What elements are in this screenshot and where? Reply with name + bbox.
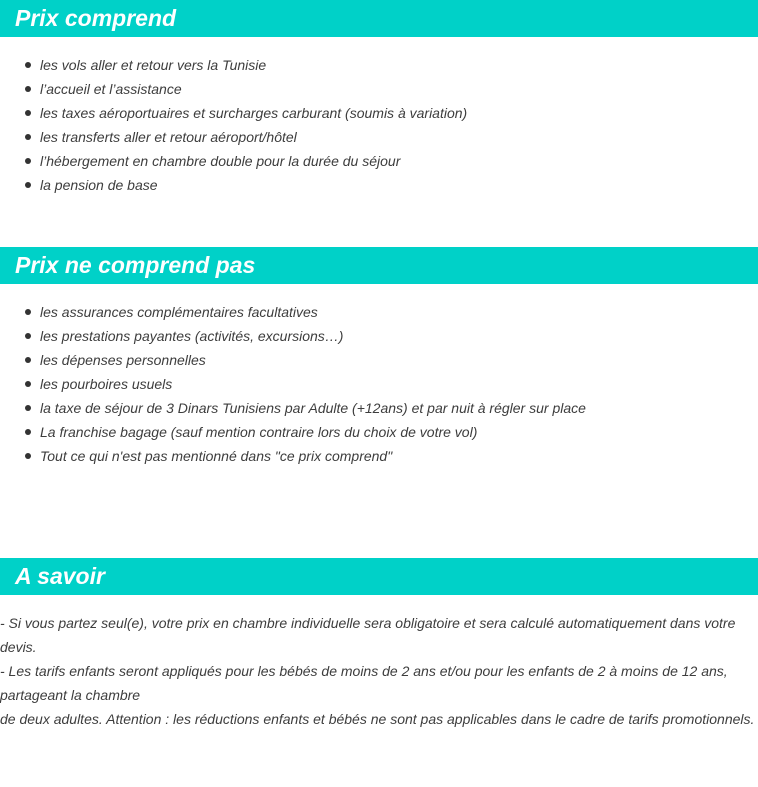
list-item <box>0 420 758 444</box>
included-list <box>0 53 758 197</box>
list-item-text: les prestations payantes (activités, excursions…) <box>40 328 344 344</box>
list-item <box>0 53 758 77</box>
bullet-icon <box>25 381 31 387</box>
info-paragraph: - Les tarifs enfants seront appliqués pour les bébés de moins de 2 ans et/ou pour les enfants de 2 à moins de 12 ans, partageant la chambre <box>0 663 728 703</box>
bullet-icon <box>25 429 31 435</box>
bullet-icon <box>25 158 31 164</box>
list-item <box>0 77 758 101</box>
info-paragraph: - Si vous partez seul(e), votre prix en chambre individuelle sera obligatoire et sera calculé automatiquement dans votre devis. <box>0 615 736 655</box>
info-section-title: A savoir <box>0 558 758 595</box>
list-item <box>0 149 758 173</box>
list-item-text: l’accueil et l’assistance <box>40 81 182 97</box>
list-item-text: l’hébergement en chambre double pour la durée du séjour <box>40 153 401 169</box>
included-section-title: Prix comprend <box>0 0 758 37</box>
list-item-text: les taxes aéroportuaires et surcharges carburant (soumis à variation) <box>40 105 468 121</box>
list-item <box>0 348 758 372</box>
list-item <box>0 125 758 149</box>
list-item <box>0 300 758 324</box>
bullet-icon <box>25 110 31 116</box>
list-item-text: La franchise bagage (sauf mention contraire lors du choix de votre vol) <box>40 424 478 440</box>
bullet-icon <box>25 62 31 68</box>
list-item <box>0 444 758 468</box>
list-item-text: Tout ce qui n'est pas mentionné dans "ce prix comprend" <box>40 448 393 464</box>
list-item-text: les dépenses personnelles <box>40 352 206 368</box>
list-item-text: la pension de base <box>40 177 158 193</box>
info-paragraph: de deux adultes. Attention : les réductions enfants et bébés ne sont pas applicables dans le cadre de tarifs promotionnels. <box>0 711 755 727</box>
bullet-icon <box>25 333 31 339</box>
bullet-icon <box>25 357 31 363</box>
info-text <box>0 611 758 731</box>
list-item-text: les pourboires usuels <box>40 376 173 392</box>
bullet-icon <box>25 405 31 411</box>
list-item <box>0 173 758 197</box>
list-item <box>0 101 758 125</box>
list-item-text: les assurances complémentaires facultatives <box>40 304 318 320</box>
excluded-section-title: Prix ne comprend pas <box>0 247 758 284</box>
list-item <box>0 324 758 348</box>
list-item <box>0 372 758 396</box>
bullet-icon <box>25 309 31 315</box>
excluded-list <box>0 300 758 468</box>
bullet-icon <box>25 86 31 92</box>
bullet-icon <box>25 453 31 459</box>
bullet-icon <box>25 182 31 188</box>
list-item-text: les vols aller et retour vers la Tunisie <box>40 57 267 73</box>
list-item-text: les transferts aller et retour aéroport/hôtel <box>40 129 297 145</box>
bullet-icon <box>25 134 31 140</box>
list-item-text: la taxe de séjour de 3 Dinars Tunisiens par Adulte (+12ans) et par nuit à régler sur place <box>40 400 586 416</box>
list-item <box>0 396 758 420</box>
